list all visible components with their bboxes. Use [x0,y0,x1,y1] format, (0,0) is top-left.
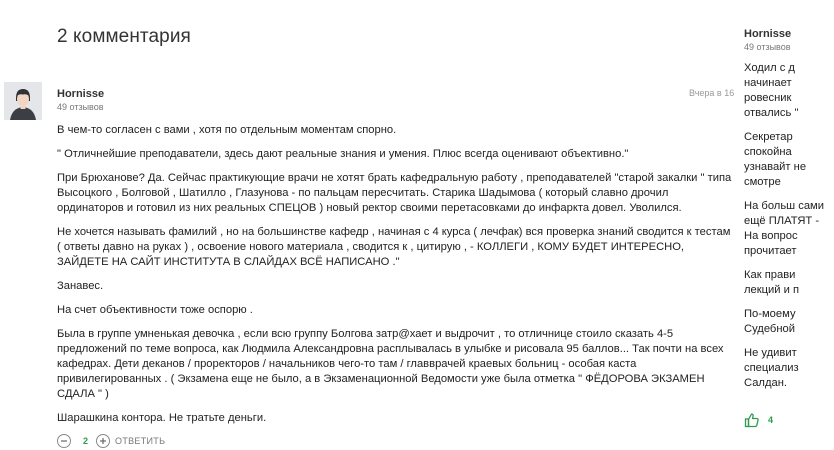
side-comment-paragraph: Секретар спокойна узнавайт не смотре [744,131,807,188]
upvote-button[interactable] [96,434,110,448]
side-comment-author[interactable]: Hornisse [744,28,792,40]
comment-paragraph: Занавес. [57,280,104,292]
side-comment [744,0,824,450]
comment-paragraph: " Отличнейшие преподаватели, здесь дают реальные знания и умения. Плюс всегда оценивают объективно." [57,148,629,160]
comment-actions [57,433,165,449]
comment-reviews-count: 49 отзывов [57,102,104,112]
reply-button[interactable]: ОТВЕТИТЬ [115,436,166,446]
comment [0,78,740,450]
thumbs-up-icon [744,412,760,428]
page-heading: 2 комментария [57,26,191,47]
downvote-button[interactable] [57,434,71,448]
side-comment-paragraph: По-моему Судебной [744,308,796,335]
comment-timestamp: Вчера в 16 [689,88,735,98]
side-comment-reviews-count: 49 отзывов [744,42,791,52]
side-comment-paragraph: На больш сами ещё ПЛАТЯТ - На вопрос прочитает [744,200,824,257]
side-like-count: 4 [768,415,774,425]
comment-paragraph: Не хочется называть фамилий , но на большинстве кафедр , начиная с 4 курса ( лечфак) вся проверка знаний сводится к тестам ( ответы давно на руках ) , освоение нового материала , сводится к , цитирую , - КОЛЛЕГИ , КОМУ БУДЕТ ИНТЕРЕСНО, ЗАЙДЕТЕ НА САЙТ ИНСТИТУТА В СЛАЙДАХ ВСЁ НАПИСАНО ." [57,226,731,268]
comment-paragraph: Шарашкина контора. Не тратьте деньги. [57,412,267,424]
plus-circle-icon [99,437,107,445]
comment-score: 2 [83,436,89,446]
side-like[interactable] [744,412,773,428]
avatar[interactable] [4,82,42,120]
comment-paragraph: При Брюханове? Да. Сейчас практикующие врачи не хотят брать кафедральную работу , преподавателей "старой закалки " типа Высоцкого , Болговой , Шатилло , Глазунова - по пальцам пересчитать. Старика Шадымова ( который славно дрочил ординаторов и готовил из них реальных СПЕЦОВ ) новый ректор своими перетасовками до инфаркта довел. Уволился. [57,172,732,214]
comment-paragraph: В чем-то согласен с вами , хотя по отдельным моментам спорно. [57,124,397,136]
side-comment-paragraph: Как прави лекций и п [744,269,800,296]
comment-author[interactable]: Hornisse [57,88,105,100]
user-avatar-icon [4,82,42,120]
side-comment-paragraph: Не удивит специализ Салдан. [744,347,799,389]
comment-paragraph: Была в группе умненькая девочка , если всю группу Болгова затр@хает и выдрочит , то отличнице стоило сказать 4-5 предложений по теме вопроса, как Людмила Александровна расплывалась в улыбке и рисовала 95 баллов... Так почти на всех кафедрах. Дети деканов / проректоров / начальников чего-то там / главврачей краевых больниц - особая каста привилегированных . ( Экзамена еще не было, а в Экзаменационной Ведомости уже была отметка " ФЁДОРОВА ЭКЗАМЕН СДАЛА " ) [57,328,724,400]
comment-paragraph: На счет объективности тоже оспорю . [57,304,253,316]
minus-circle-icon [60,437,68,445]
side-comment-body [744,61,834,400]
side-comment-paragraph: Ходил с д начинает ровесник отвались " [744,62,799,119]
comment-body [57,123,737,435]
